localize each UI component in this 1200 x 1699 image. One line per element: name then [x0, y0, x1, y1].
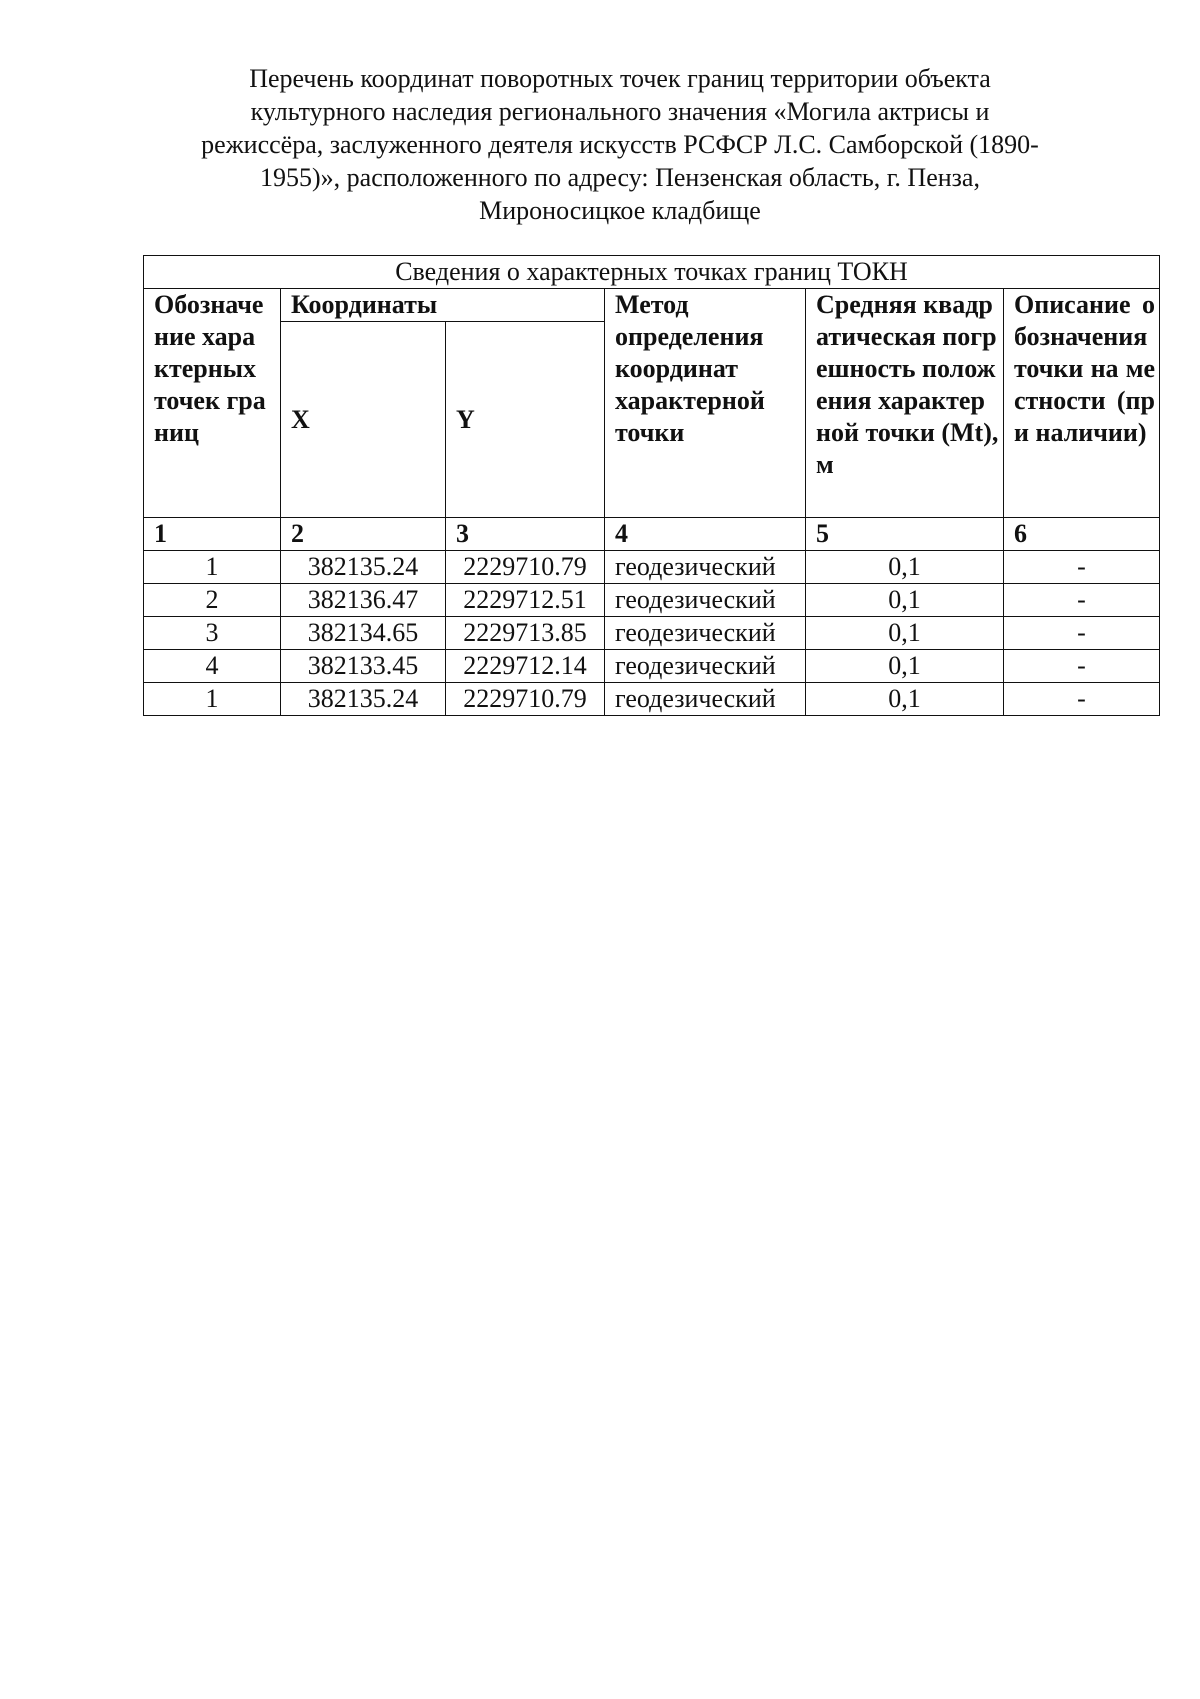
title-line: культурного наследия регионального значения «Могила актрисы и [250, 97, 990, 126]
table-row [144, 650, 1160, 683]
table-row [144, 584, 1160, 617]
cell-x: 382135.24 [281, 683, 446, 716]
title-line: режиссёра, заслуженного деятеля искусств РСФСР Л.С. Самборской (1890- [201, 130, 1039, 159]
cell-desc: - [1004, 683, 1160, 716]
cell-x: 382133.45 [281, 650, 446, 683]
cell-error: 0,1 [806, 551, 1004, 584]
cell-desc: - [1004, 584, 1160, 617]
cell-y: 2229710.79 [446, 683, 605, 716]
cell-method: геодезический [605, 584, 806, 617]
cell-method: геодезический [605, 551, 806, 584]
column-number: 1 [144, 518, 281, 551]
header-designation: Обозначение характерных точек границ [144, 289, 281, 518]
cell-y: 2229710.79 [446, 551, 605, 584]
header-description: Описание обозначения точки на местности (при наличии) [1004, 289, 1160, 518]
cell-desc: - [1004, 551, 1160, 584]
cell-error: 0,1 [806, 683, 1004, 716]
cell-desc: - [1004, 617, 1160, 650]
cell-x: 382134.65 [281, 617, 446, 650]
column-number-row [144, 518, 1160, 551]
column-number: 4 [605, 518, 806, 551]
table-row [144, 617, 1160, 650]
cell-point: 4 [144, 650, 281, 683]
document-title [180, 62, 1060, 227]
cell-point: 1 [144, 551, 281, 584]
column-number: 3 [446, 518, 605, 551]
table-row [144, 551, 1160, 584]
cell-error: 0,1 [806, 584, 1004, 617]
cell-point: 2 [144, 584, 281, 617]
header-method: Метод определения координат характерной точки [605, 289, 806, 518]
column-number: 2 [281, 518, 446, 551]
cell-point: 3 [144, 617, 281, 650]
cell-method: геодезический [605, 617, 806, 650]
header-x: X [281, 322, 446, 518]
table-row [144, 683, 1160, 716]
cell-x: 382136.47 [281, 584, 446, 617]
table-caption: Сведения о характерных точках границ ТОКН [144, 256, 1160, 289]
header-coordinates: Координаты [281, 289, 605, 322]
cell-error: 0,1 [806, 650, 1004, 683]
cell-point: 1 [144, 683, 281, 716]
cell-y: 2229713.85 [446, 617, 605, 650]
title-line: Мироносицкое кладбище [479, 196, 761, 225]
cell-desc: - [1004, 650, 1160, 683]
cell-method: геодезический [605, 650, 806, 683]
cell-y: 2229712.14 [446, 650, 605, 683]
cell-error: 0,1 [806, 617, 1004, 650]
column-number: 6 [1004, 518, 1160, 551]
header-y: Y [446, 322, 605, 518]
title-line: 1955)», расположенного по адресу: Пензенская область, г. Пенза, [260, 163, 980, 192]
cell-y: 2229712.51 [446, 584, 605, 617]
title-line: Перечень координат поворотных точек границ территории объекта [249, 64, 991, 93]
cell-x: 382135.24 [281, 551, 446, 584]
column-number: 5 [806, 518, 1004, 551]
boundary-points-table [143, 255, 1160, 716]
cell-method: геодезический [605, 683, 806, 716]
header-error: Средняя квадратическая погрешность положения характерной точки (Mt),м [806, 289, 1004, 518]
